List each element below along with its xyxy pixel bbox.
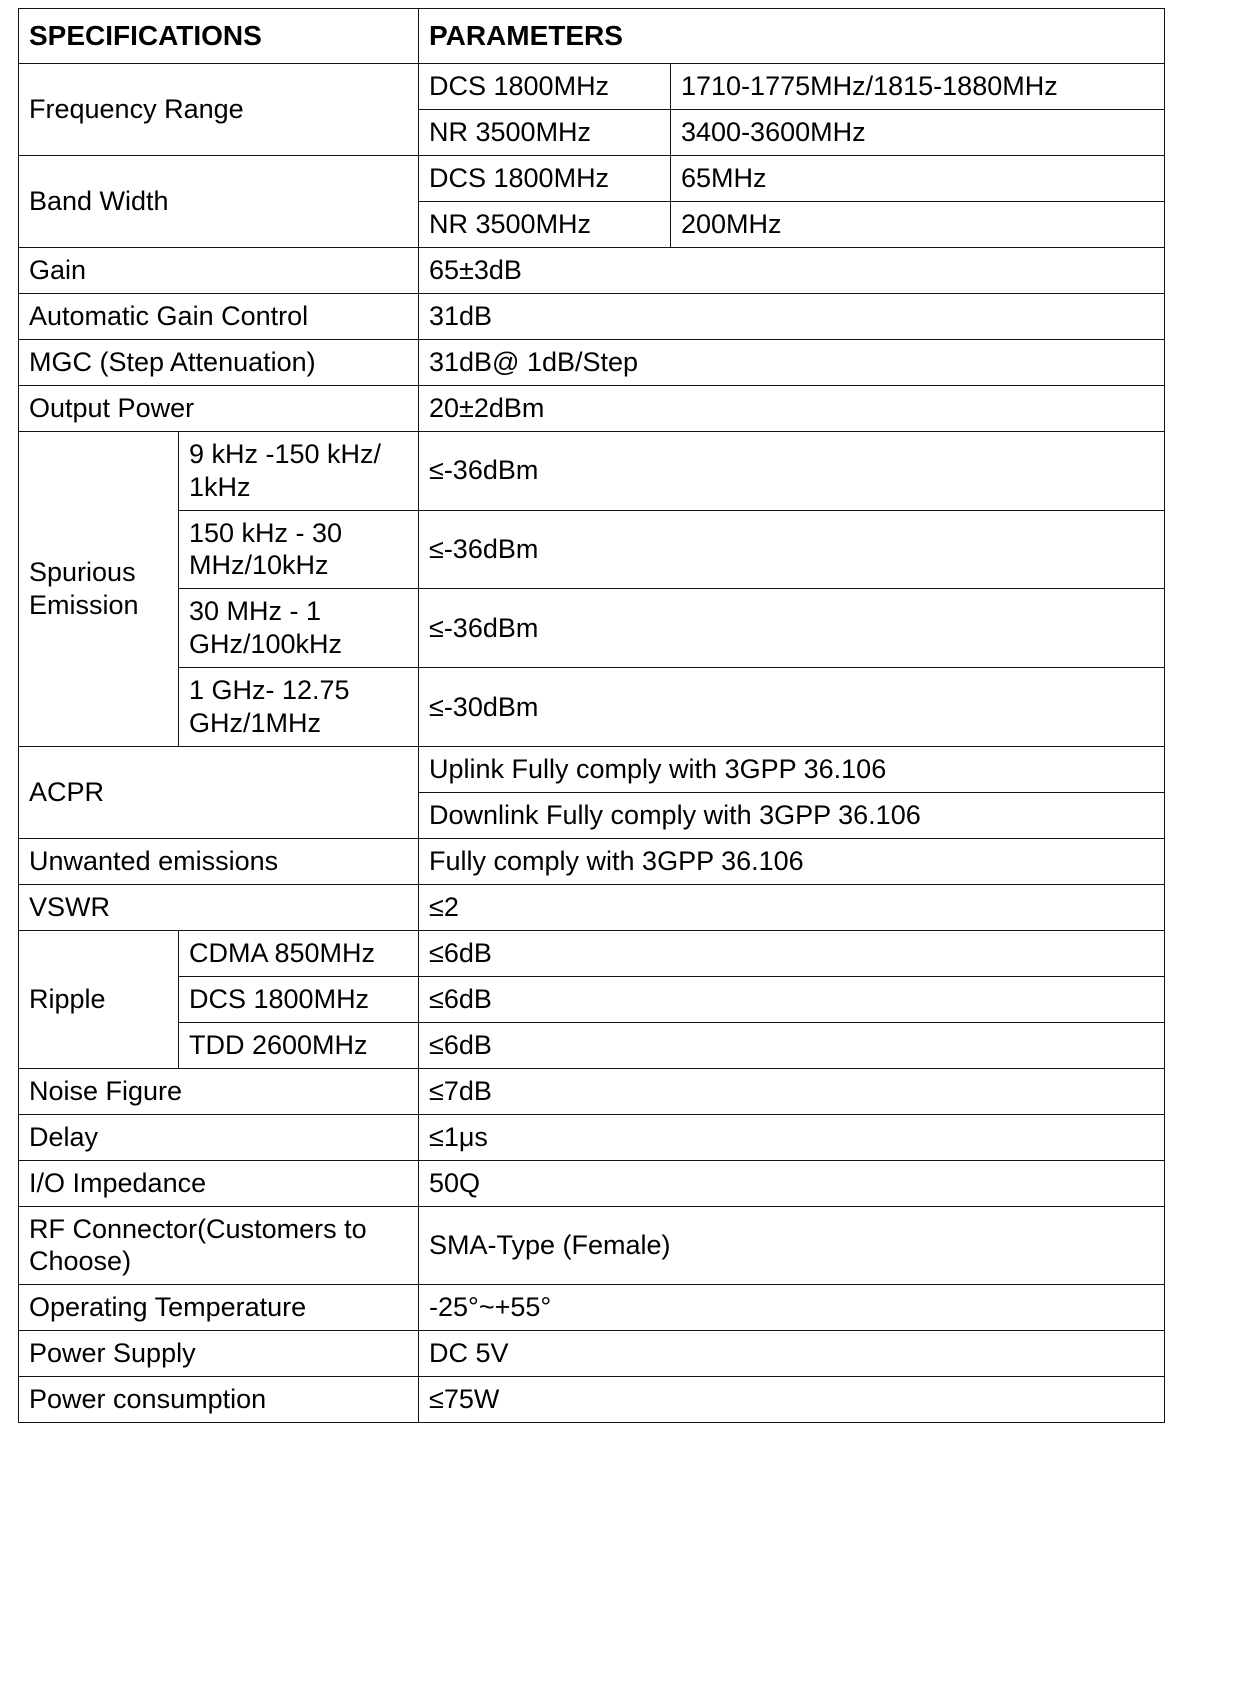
cell-spurious-range-3: 30 MHz - 1 GHz/100kHz: [179, 589, 419, 668]
table-row: [19, 930, 1165, 976]
table-row: [19, 1331, 1165, 1377]
cell-unwanted-emissions-label: Unwanted emissions: [19, 839, 419, 885]
table-row: [19, 884, 1165, 930]
cell-noise-figure-label: Noise Figure: [19, 1068, 419, 1114]
cell-band-width-label: Band Width: [19, 156, 419, 248]
cell-spurious-range-1: 9 kHz -150 kHz/ 1kHz: [179, 431, 419, 510]
cell-impedance-value: 50Q: [419, 1160, 1165, 1206]
table-row: [19, 510, 1165, 589]
table-row: [19, 156, 1165, 202]
cell-delay-value: ≤1μs: [419, 1114, 1165, 1160]
table-row: [19, 64, 1165, 110]
table-row: [19, 293, 1165, 339]
table-row: [19, 1068, 1165, 1114]
cell-acpr-uplink: Uplink Fully comply with 3GPP 36.106: [419, 747, 1165, 793]
cell-frequency-range-label: Frequency Range: [19, 64, 419, 156]
cell-frequency-nr-value: 3400-3600MHz: [671, 110, 1165, 156]
table-row: [19, 1377, 1165, 1423]
cell-ripple-value-2: ≤6dB: [419, 976, 1165, 1022]
cell-vswr-value: ≤2: [419, 884, 1165, 930]
cell-agc-label: Automatic Gain Control: [19, 293, 419, 339]
cell-unwanted-emissions-value: Fully comply with 3GPP 36.106: [419, 839, 1165, 885]
cell-gain-label: Gain: [19, 247, 419, 293]
table-row: [19, 839, 1165, 885]
table-row: [19, 589, 1165, 668]
table-row: [19, 1206, 1165, 1285]
cell-power-consumption-value: ≤75W: [419, 1377, 1165, 1423]
table-row: [19, 1285, 1165, 1331]
cell-ripple-value-3: ≤6dB: [419, 1022, 1165, 1068]
table-row: [19, 1114, 1165, 1160]
cell-output-power-label: Output Power: [19, 385, 419, 431]
cell-output-power-value: 20±2dBm: [419, 385, 1165, 431]
cell-mgc-label: MGC (Step Attenuation): [19, 339, 419, 385]
table-row: [19, 747, 1165, 793]
cell-spurious-emission-label: Spurious Emission: [19, 431, 179, 747]
cell-spurious-range-4: 1 GHz- 12.75 GHz/1MHz: [179, 668, 419, 747]
cell-operating-temperature-label: Operating Temperature: [19, 1285, 419, 1331]
cell-spurious-range-2: 150 kHz - 30 MHz/10kHz: [179, 510, 419, 589]
cell-band-width-nr-band: NR 3500MHz: [419, 201, 671, 247]
cell-noise-figure-value: ≤7dB: [419, 1068, 1165, 1114]
cell-ripple-band-2: DCS 1800MHz: [179, 976, 419, 1022]
cell-power-supply-value: DC 5V: [419, 1331, 1165, 1377]
cell-spurious-value-2: ≤-36dBm: [419, 510, 1165, 589]
cell-rf-connector-label: RF Connector(Customers to Choose): [19, 1206, 419, 1285]
cell-ripple-band-1: CDMA 850MHz: [179, 930, 419, 976]
cell-power-supply-label: Power Supply: [19, 1331, 419, 1377]
cell-power-consumption-label: Power consumption: [19, 1377, 419, 1423]
cell-acpr-label: ACPR: [19, 747, 419, 839]
cell-spurious-value-4: ≤-30dBm: [419, 668, 1165, 747]
cell-spurious-value-3: ≤-36dBm: [419, 589, 1165, 668]
cell-vswr-label: VSWR: [19, 884, 419, 930]
cell-agc-value: 31dB: [419, 293, 1165, 339]
cell-acpr-downlink: Downlink Fully comply with 3GPP 36.106: [419, 793, 1165, 839]
cell-gain-value: 65±3dB: [419, 247, 1165, 293]
cell-ripple-value-1: ≤6dB: [419, 930, 1165, 976]
table-row: [19, 339, 1165, 385]
table-row: [19, 247, 1165, 293]
cell-mgc-value: 31dB@ 1dB/Step: [419, 339, 1165, 385]
table-header-row: [19, 9, 1165, 64]
specifications-table: [18, 8, 1165, 1423]
cell-frequency-nr-band: NR 3500MHz: [419, 110, 671, 156]
cell-spurious-value-1: ≤-36dBm: [419, 431, 1165, 510]
header-parameters: PARAMETERS: [419, 9, 1165, 64]
cell-band-width-dcs-band: DCS 1800MHz: [419, 156, 671, 202]
table-row: [19, 1160, 1165, 1206]
table-row: [19, 431, 1165, 510]
cell-band-width-nr-value: 200MHz: [671, 201, 1165, 247]
cell-frequency-dcs-value: 1710-1775MHz/1815-1880MHz: [671, 64, 1165, 110]
table-row: [19, 668, 1165, 747]
cell-rf-connector-value: SMA-Type (Female): [419, 1206, 1165, 1285]
table-row: [19, 385, 1165, 431]
cell-delay-label: Delay: [19, 1114, 419, 1160]
cell-ripple-band-3: TDD 2600MHz: [179, 1022, 419, 1068]
table-row: [19, 1022, 1165, 1068]
cell-frequency-dcs-band: DCS 1800MHz: [419, 64, 671, 110]
header-specifications: SPECIFICATIONS: [19, 9, 419, 64]
cell-ripple-label: Ripple: [19, 930, 179, 1068]
cell-operating-temperature-value: -25°~+55°: [419, 1285, 1165, 1331]
table-row: [19, 976, 1165, 1022]
cell-band-width-dcs-value: 65MHz: [671, 156, 1165, 202]
cell-impedance-label: I/O Impedance: [19, 1160, 419, 1206]
